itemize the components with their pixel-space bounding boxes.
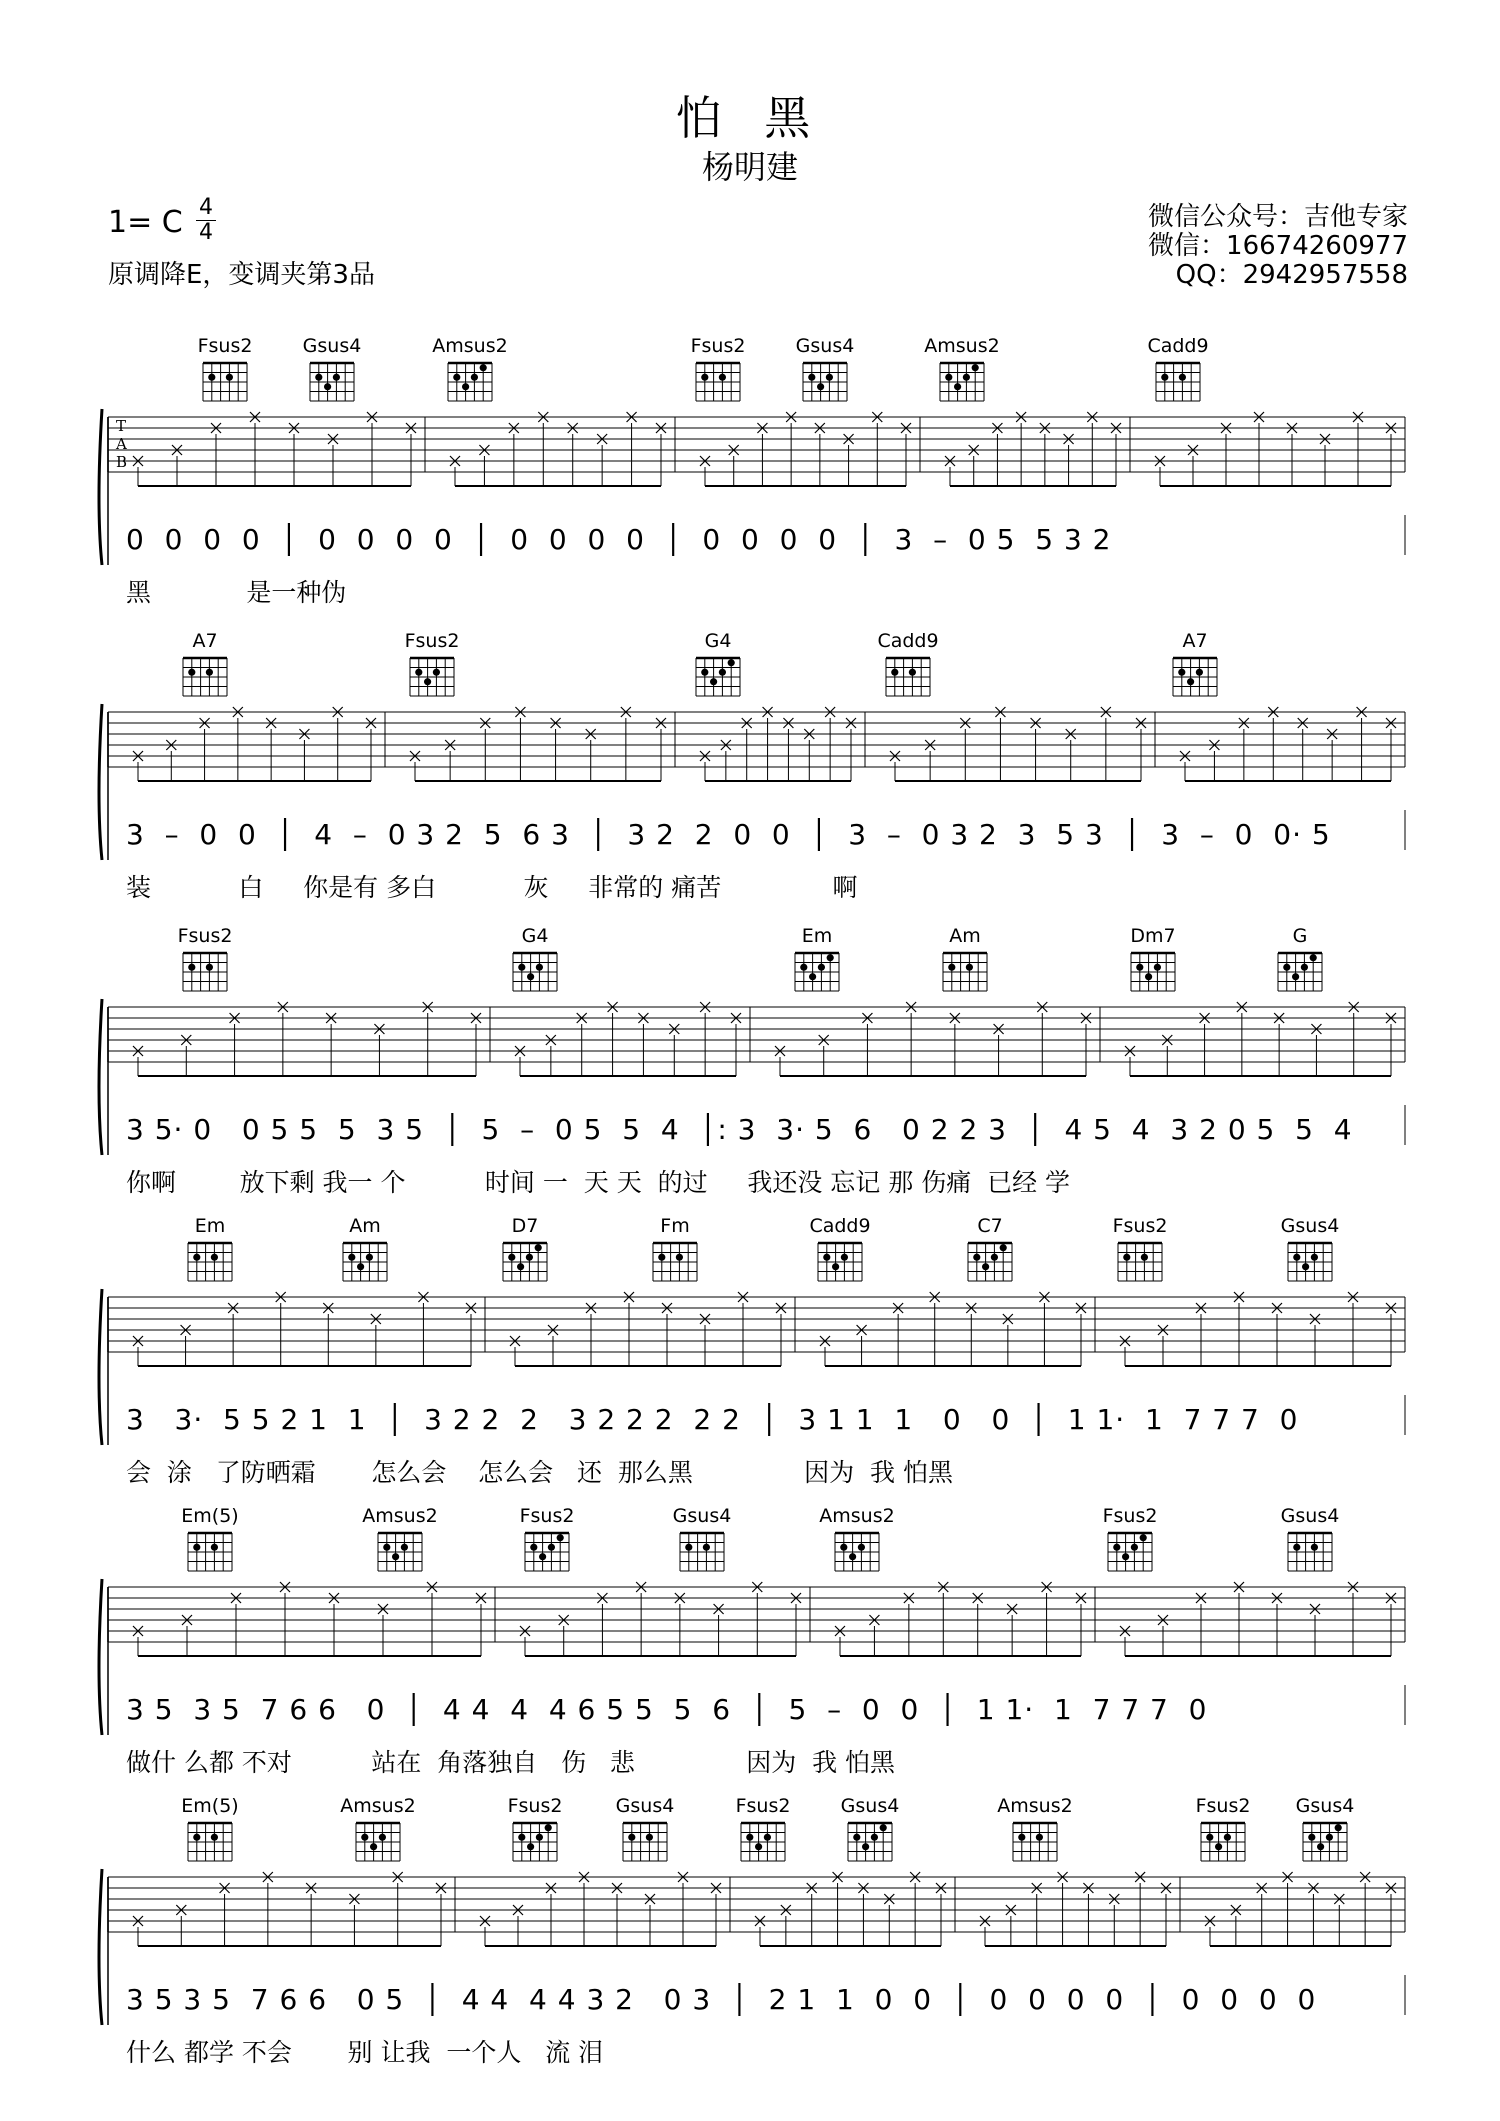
chord-diagram [848,1823,892,1861]
system-graphics [0,335,1500,605]
chord-name: D7 [511,1215,539,1237]
chord-diagram [741,1823,785,1861]
chord-name: A7 [192,630,218,652]
chord-name: A7 [1182,630,1208,652]
chord-diagram [188,1533,232,1571]
chord-name: Fsus2 [197,335,253,357]
numbered-notation: 3 5 3 5 7 6 6 0 │ 4 4 4 4 6 5 5 5 6 │ 5 – 0 0 │ 1 1· 1 7 7 7 0 [126,1693,1208,1726]
numbered-notation: 3 5 3 5 7 6 6 0 5 │ 4 4 4 4 3 2 0 3 │ 2 1 1 0 0 │ 0 0 0 0 │ 0 0 0 0 [126,1983,1317,2016]
chord-name: Gsus4 [615,1795,675,1817]
chord-diagram [943,953,987,991]
chord-name: Am [949,925,981,947]
system-4 [0,1215,1500,1485]
chord-diagram [680,1533,724,1571]
numbered-notation: 3 5· 0 0 5 5 5 3 5 │ 5 – 0 5 5 4 │: 3 3· 5 6 0 2 2 3 │ 4 5 4 3 2 0 5 5 4 [126,1113,1353,1146]
chord-diagram [696,363,740,401]
chord-name: Amsus2 [362,1505,438,1527]
chord-diagram [378,1533,422,1571]
chord-name: G [1292,925,1308,947]
chord-diagram [188,1243,232,1281]
chord-name: Amsus2 [432,335,508,357]
system-bracket [99,999,102,1155]
tab-letter: A [116,435,127,453]
tab-letter: B [116,453,128,471]
chord-name: Em [194,1215,226,1237]
chord-diagram [343,1243,387,1281]
chord-diagram [448,363,492,401]
numbered-notation: 0 0 0 0 │ 0 0 0 0 │ 0 0 0 0 │ 0 0 0 0 │ 3 – 0 5 5 3 2 [126,523,1112,556]
chord-diagram [795,953,839,991]
chord-name: Gsus4 [795,335,855,357]
chord-diagram [513,1823,557,1861]
chord-diagram [1013,1823,1057,1861]
lyrics: 会 涂 了防晒霜 怎么会 怎么会 还 那么黑 因为 我 怕黑 [126,1458,953,1487]
contact-wechat: 微信：16674260977 [1148,231,1408,261]
chord-name: Gsus4 [302,335,362,357]
chord-diagram [803,363,847,401]
chord-diagram [410,658,454,696]
lyrics: 什么 都学 不会 别 让我 一个人 流 泪 [126,2038,604,2067]
chord-diagram [1156,363,1200,401]
chord-name: Gsus4 [672,1505,732,1527]
system-3 [0,925,1500,1195]
system-graphics [0,1215,1500,1485]
chord-name: Amsus2 [819,1505,895,1527]
time-signature-bottom: 4 [199,220,213,245]
chord-name: Cadd9 [809,1215,871,1237]
contact-wechat-account: 微信公众号：吉他专家 [1147,202,1408,232]
chord-name: Em(5) [181,1505,239,1527]
chord-name: Am [349,1215,381,1237]
chord-name: Amsus2 [997,1795,1073,1817]
chord-diagram [1288,1533,1332,1571]
chord-diagram [188,1823,232,1861]
tab-staff [108,417,1405,472]
system-2 [0,630,1500,900]
chord-name: Dm7 [1130,925,1176,947]
chord-name: C7 [977,1215,1003,1237]
tab-staff [108,1007,1405,1062]
contact-qq: QQ：2942957558 [1175,260,1408,290]
chord-diagram [1131,953,1175,991]
chord-name: Fsus2 [507,1795,563,1817]
chord-diagram [1201,1823,1245,1861]
chord-name: Fsus2 [519,1505,575,1527]
chord-diagram [886,658,930,696]
tab-notes [133,707,1396,781]
lyrics: 装 白 你是有 多白 灰 非常的 痛苦 啊 [126,873,858,902]
chord-name: Gsus4 [1295,1795,1355,1817]
tab-staff [108,712,1405,767]
lyrics: 黑 是一种伪 [126,578,347,607]
chord-name: Fsus2 [1112,1215,1168,1237]
system-graphics [0,1795,1500,2065]
system-bracket [99,704,102,860]
chord-name: Fsus2 [690,335,746,357]
chord-name: Em(5) [181,1795,239,1817]
system-1 [0,335,1500,605]
chord-diagram [503,1243,547,1281]
system-6 [0,1795,1500,2065]
chord-name: Gsus4 [1280,1215,1340,1237]
chord-diagram [1173,658,1217,696]
chord-diagram [203,363,247,401]
chord-name: G4 [521,925,549,947]
system-bracket [99,409,102,565]
lyrics: 你啊 放下剩 我一 个 时间 一 天 天 的过 我还没 忘记 那 伤痛 已经 学 [126,1168,1071,1197]
system-bracket [99,1289,102,1445]
tab-notes [133,1002,1396,1076]
chord-name: Cadd9 [877,630,939,652]
chord-diagram [183,658,227,696]
tab-letter: T [116,417,127,435]
system-graphics [0,925,1500,1195]
song-title: 怕 黑 [675,91,825,145]
chord-name: Fsus2 [177,925,233,947]
numbered-notation: 3 3· 5 5 2 1 1 │ 3 2 2 2 3 2 2 2 2 2 │ 3 1 1 1 0 0 │ 1 1· 1 7 7 7 0 [126,1403,1299,1436]
chord-diagram [310,363,354,401]
time-signature-top: 4 [196,196,216,221]
chord-diagram [653,1243,697,1281]
chord-name: Fsus2 [1102,1505,1158,1527]
chord-diagram [525,1533,569,1571]
chord-name: Fsus2 [735,1795,791,1817]
chord-diagram [1118,1243,1162,1281]
chord-name: Fsus2 [1195,1795,1251,1817]
system-5 [0,1505,1500,1775]
tab-notes [133,412,1396,486]
capo-note: 原调降E，变调夹第3品 [108,260,375,290]
system-bracket [99,1869,102,2025]
tab-notes [133,1292,1396,1366]
chord-diagram [818,1243,862,1281]
system-graphics [0,630,1500,900]
numbered-notation: 3 – 0 0 │ 4 – 0 3 2 5 6 3 │ 3 2 2 0 0 │ 3 – 0 3 2 3 5 3 │ 3 – 0 0· 5 [126,818,1331,851]
chord-diagram [1108,1533,1152,1571]
key-signature: 1= C [108,205,183,240]
chord-name: Gsus4 [840,1795,900,1817]
tab-staff [108,1587,1405,1642]
chord-name: Amsus2 [924,335,1000,357]
chord-diagram [623,1823,667,1861]
tab-notes [133,1582,1396,1656]
system-bracket [99,1579,102,1735]
time-signature [196,196,216,245]
chord-name: Fm [660,1215,690,1237]
chord-name: Amsus2 [340,1795,416,1817]
chord-diagram [1303,1823,1347,1861]
chord-name: G4 [704,630,732,652]
chord-name: Em [801,925,833,947]
chord-diagram [513,953,557,991]
chord-name: Fsus2 [404,630,460,652]
artist-name: 杨明建 [701,148,798,186]
lyrics: 做什 么都 不对 站在 角落独自 伤 悲 因为 我 怕黑 [126,1748,896,1777]
chord-diagram [356,1823,400,1861]
tab-notes [133,1872,1396,1946]
chord-diagram [968,1243,1012,1281]
chord-diagram [835,1533,879,1571]
chord-diagram [1278,953,1322,991]
chord-name: Gsus4 [1280,1505,1340,1527]
chord-diagram [696,658,740,696]
chord-diagram [940,363,984,401]
chord-diagram [1288,1243,1332,1281]
chord-name: Cadd9 [1147,335,1209,357]
system-graphics [0,1505,1500,1775]
chord-diagram [183,953,227,991]
tab-staff [108,1297,1405,1352]
